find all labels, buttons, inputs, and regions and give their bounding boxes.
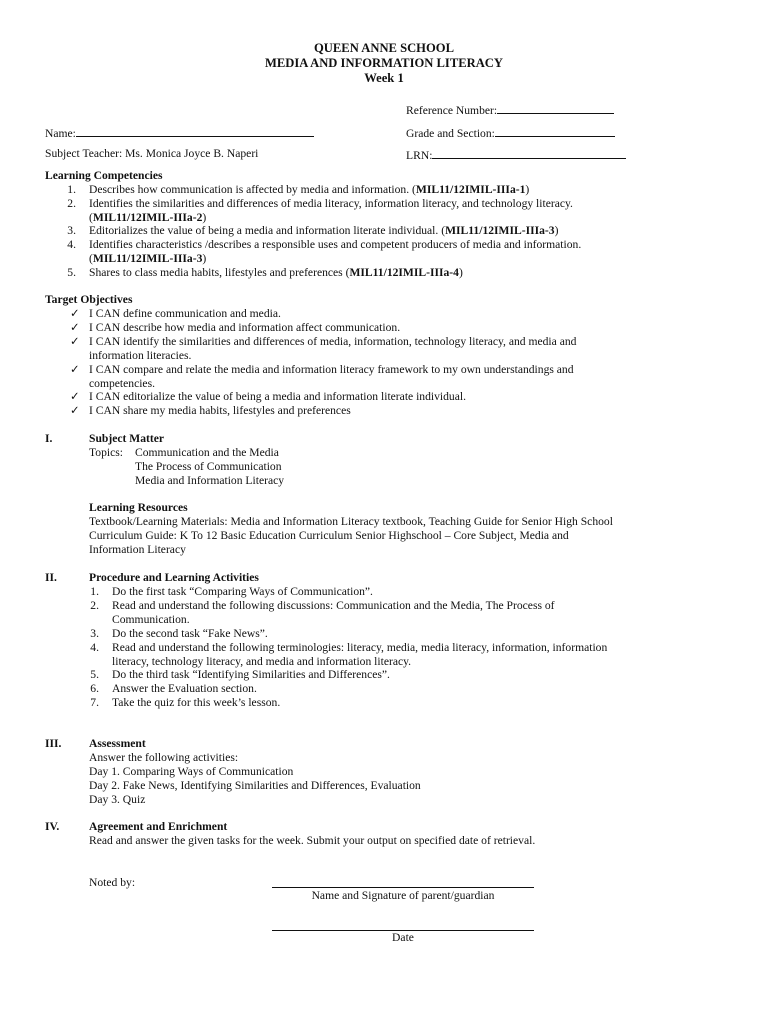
procedure-number: 5. bbox=[90, 668, 99, 681]
topic-item: Media and Information Literacy bbox=[135, 474, 285, 487]
competency-item: Describes how communication is affected by media and information. (MIL11/12IMIL-IIIa-1) bbox=[89, 183, 530, 196]
competency-number: 4. bbox=[67, 238, 76, 251]
checkmark-icon: ✓ bbox=[70, 335, 80, 348]
competency-number: 5. bbox=[67, 266, 76, 279]
checkmark-icon: ✓ bbox=[70, 321, 80, 334]
parent-signature-line[interactable] bbox=[272, 887, 534, 888]
subject-title: MEDIA AND INFORMATION LITERACY bbox=[264, 56, 503, 70]
name-label: Name: bbox=[45, 127, 76, 140]
objective-item-continued: information literacies. bbox=[89, 349, 192, 362]
topic-item: Communication and the Media bbox=[135, 446, 279, 459]
assessment-heading: Assessment bbox=[89, 737, 146, 750]
name-blank[interactable] bbox=[76, 125, 314, 137]
lrn-label: LRN: bbox=[406, 149, 433, 162]
date-label: Date bbox=[392, 931, 414, 944]
subject-teacher: Subject Teacher: Ms. Monica Joyce B. Naperi bbox=[45, 147, 259, 160]
name-field[interactable] bbox=[45, 125, 314, 141]
procedure-item: Answer the Evaluation section. bbox=[112, 682, 257, 695]
noted-by-label: Noted by: bbox=[89, 876, 136, 889]
competencies-heading: Learning Competencies bbox=[45, 169, 163, 182]
procedure-heading: Procedure and Learning Activities bbox=[89, 571, 259, 584]
procedure-number: 6. bbox=[90, 682, 99, 695]
procedure-number: 1. bbox=[90, 585, 99, 598]
topics-label: Topics: bbox=[89, 446, 123, 459]
competency-code: MIL11/12IMIL-IIIa-4 bbox=[349, 266, 459, 279]
assessment-line: Day 3. Quiz bbox=[89, 793, 146, 806]
section-roman-numeral: IV. bbox=[45, 820, 60, 833]
competency-item: Editorializes the value of being a media and information literate individual. (MIL11/12IMIL-IIIa-3) bbox=[89, 224, 559, 237]
procedure-item: Take the quiz for this week’s lesson. bbox=[112, 696, 281, 709]
school-name: QUEEN ANNE SCHOOL bbox=[314, 41, 454, 55]
section-roman-numeral: II. bbox=[45, 571, 57, 584]
checkmark-icon: ✓ bbox=[70, 363, 80, 376]
subject-matter-heading: Subject Matter bbox=[89, 432, 165, 445]
parent-signature-label: Name and Signature of parent/guardian bbox=[311, 889, 495, 902]
grade-section-field[interactable] bbox=[406, 125, 615, 141]
objective-item: I CAN compare and relate the media and information literacy framework to my own understandings and bbox=[89, 363, 574, 376]
competency-code: MIL11/12IMIL-IIIa-2 bbox=[92, 211, 203, 224]
objective-item: I CAN define communication and media. bbox=[89, 307, 281, 320]
resources-line: Curriculum Guide: K To 12 Basic Education Curriculum Senior Highschool – Core Subject, Media and bbox=[89, 529, 569, 542]
objective-item: I CAN identify the similarities and differences of media, information, technology literacy, and media and bbox=[89, 335, 577, 348]
competency-number: 2. bbox=[67, 197, 76, 210]
section-roman-numeral: I. bbox=[45, 432, 53, 445]
competency-item-continued: (MIL11/12IMIL-IIIa-3) bbox=[89, 252, 207, 265]
procedure-item-continued: Communication. bbox=[112, 613, 190, 626]
resources-line: Information Literacy bbox=[89, 543, 186, 556]
week-label: Week 1 bbox=[364, 71, 404, 85]
checkmark-icon: ✓ bbox=[70, 404, 80, 417]
procedure-item: Do the second task “Fake News”. bbox=[112, 627, 268, 640]
assessment-line: Day 1. Comparing Ways of Communication bbox=[89, 765, 294, 778]
procedure-number: 4. bbox=[90, 641, 99, 654]
resources-line: Textbook/Learning Materials: Media and Information Literacy textbook, Teaching Guide for Senior High School bbox=[89, 515, 613, 528]
competency-code: MIL11/12IMIL-IIIa-3 bbox=[445, 224, 555, 237]
assessment-line: Answer the following activities: bbox=[89, 751, 239, 764]
procedure-number: 3. bbox=[90, 627, 99, 640]
procedure-number: 2. bbox=[90, 599, 99, 612]
lrn-field[interactable] bbox=[406, 147, 626, 163]
procedure-item: Do the first task “Comparing Ways of Communication”. bbox=[112, 585, 373, 598]
objective-item-continued: competencies. bbox=[89, 377, 155, 390]
lrn-blank[interactable] bbox=[432, 147, 626, 159]
reference-number-blank[interactable] bbox=[497, 102, 614, 114]
procedure-item: Read and understand the following discussions: Communication and the Media, The Process of bbox=[112, 599, 555, 612]
objective-item: I CAN describe how media and information affect communication. bbox=[89, 321, 401, 334]
reference-number-field[interactable] bbox=[406, 102, 614, 118]
competency-number: 3. bbox=[67, 224, 76, 237]
competency-code: MIL11/12IMIL-IIIa-1 bbox=[415, 183, 526, 196]
reference-number-label: Reference Number: bbox=[406, 104, 498, 117]
competency-item: Identifies the similarities and differences of media literacy, information literacy, and technology literacy. bbox=[89, 197, 573, 210]
agreement-heading: Agreement and Enrichment bbox=[89, 820, 228, 833]
agreement-text: Read and answer the given tasks for the week. Submit your output on specified date of retrieval. bbox=[89, 834, 536, 847]
assessment-line: Day 2. Fake News, Identifying Similarities and Differences, Evaluation bbox=[89, 779, 421, 792]
procedure-item: Read and understand the following terminologies: literacy, media, media literacy, information, information bbox=[112, 641, 608, 654]
competency-item: Identifies characteristics /describes a responsible uses and competent producers of media and information. bbox=[89, 238, 582, 251]
competency-item-continued: (MIL11/12IMIL-IIIa-2) bbox=[89, 211, 207, 224]
competency-number: 1. bbox=[67, 183, 76, 196]
checkmark-icon: ✓ bbox=[70, 390, 80, 403]
competency-code: MIL11/12IMIL-IIIa-3 bbox=[92, 252, 203, 265]
competency-item: Shares to class media habits, lifestyles and preferences (MIL11/12IMIL-IIIa-4) bbox=[89, 266, 463, 279]
grade-section-blank[interactable] bbox=[495, 125, 615, 137]
objective-item: I CAN editorialize the value of being a media and information literate individual. bbox=[89, 390, 466, 403]
learning-resources-heading: Learning Resources bbox=[89, 501, 188, 514]
checkmark-icon: ✓ bbox=[70, 307, 80, 320]
procedure-item-continued: literacy, technology literacy, and media and information literacy. bbox=[112, 655, 412, 668]
objective-item: I CAN share my media habits, lifestyles and preferences bbox=[89, 404, 351, 417]
procedure-item: Do the third task “Identifying Similarities and Differences”. bbox=[112, 668, 390, 681]
objectives-heading: Target Objectives bbox=[45, 293, 133, 306]
section-roman-numeral: III. bbox=[45, 737, 62, 750]
procedure-number: 7. bbox=[90, 696, 99, 709]
topic-item: The Process of Communication bbox=[135, 460, 282, 473]
grade-section-label: Grade and Section: bbox=[406, 127, 495, 140]
